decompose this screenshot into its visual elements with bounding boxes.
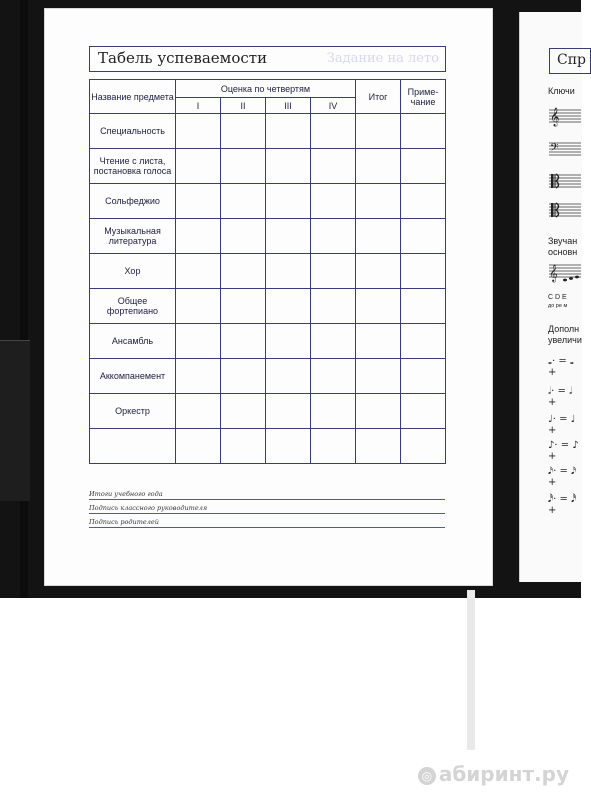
teacher-signature-line[interactable] xyxy=(89,501,445,514)
labyrinth-logo-icon: ◎ xyxy=(418,767,436,785)
grade-cell[interactable] xyxy=(266,394,311,429)
note-letters: C D E xyxy=(548,294,567,301)
subject-name: Оркестр xyxy=(90,394,176,429)
grade-cell[interactable] xyxy=(266,324,311,359)
table-row xyxy=(90,359,446,394)
grade-cell[interactable] xyxy=(176,219,221,254)
grade-cell[interactable] xyxy=(311,219,356,254)
grade-cell[interactable] xyxy=(221,184,266,219)
grade-cell[interactable] xyxy=(311,394,356,429)
lower-white-sheet xyxy=(0,598,467,748)
svg-text:𝄞: 𝄞 xyxy=(549,264,558,282)
grade-cell[interactable] xyxy=(266,184,311,219)
right-page-title: Спр xyxy=(557,52,587,68)
title-box xyxy=(89,46,446,72)
total-cell[interactable] xyxy=(356,219,401,254)
total-cell[interactable] xyxy=(356,324,401,359)
note-cell[interactable] xyxy=(401,289,446,324)
table-row xyxy=(90,394,446,429)
subject-name: Ансамбль xyxy=(90,324,176,359)
grade-cell[interactable] xyxy=(311,359,356,394)
grade-cell[interactable] xyxy=(266,289,311,324)
grade-cell[interactable] xyxy=(311,254,356,289)
right-title-box xyxy=(549,48,591,74)
quarter-2: II xyxy=(221,98,266,114)
duration-row: 𝅘𝅥𝅯· = 𝅘𝅥𝅯 + xyxy=(548,466,577,488)
ghost-show-through-text: Задание на лето xyxy=(326,51,439,66)
grade-cell[interactable] xyxy=(311,289,356,324)
total-cell[interactable] xyxy=(356,289,401,324)
extra-line-2: увеличи xyxy=(548,335,582,345)
grade-cell[interactable] xyxy=(311,324,356,359)
note-cell[interactable] xyxy=(401,359,446,394)
note-cell[interactable] xyxy=(401,324,446,359)
table-row xyxy=(90,149,446,184)
total-header: Итог xyxy=(356,80,401,114)
grade-cell[interactable] xyxy=(311,149,356,184)
parents-signature-label: Подпись родителей xyxy=(89,518,159,526)
grade-cell[interactable] xyxy=(176,394,221,429)
grade-cell[interactable] xyxy=(176,324,221,359)
treble-clef-icon xyxy=(549,107,581,126)
grade-cell[interactable] xyxy=(311,184,356,219)
grade-cell[interactable] xyxy=(311,429,356,464)
note-cell[interactable] xyxy=(401,114,446,149)
svg-text:𝄢: 𝄢 xyxy=(550,142,559,157)
note-cell[interactable] xyxy=(401,184,446,219)
quarter-1: I xyxy=(176,98,221,114)
bass-clef-icon xyxy=(549,141,581,155)
watermark-text: абиринт.ру xyxy=(438,762,569,786)
subject-name xyxy=(90,429,176,464)
scale-staff-icon xyxy=(549,262,581,282)
table-row xyxy=(90,324,446,359)
grade-cell[interactable] xyxy=(221,254,266,289)
book-cover-spine xyxy=(20,0,28,598)
subject-name: Хор xyxy=(90,254,176,289)
sound-line-2: основн xyxy=(548,247,578,257)
grade-cell[interactable] xyxy=(176,114,221,149)
grade-cell[interactable] xyxy=(221,114,266,149)
grade-cell[interactable] xyxy=(266,114,311,149)
svg-text:𝄞: 𝄞 xyxy=(550,107,560,126)
table-row xyxy=(90,184,446,219)
grade-cell[interactable] xyxy=(176,184,221,219)
subject-name: Чтение с листа, постановка голоса xyxy=(90,149,176,184)
note-cell[interactable] xyxy=(401,429,446,464)
table-row xyxy=(90,114,446,149)
total-cell[interactable] xyxy=(356,184,401,219)
grades-table xyxy=(89,79,446,464)
grade-cell[interactable] xyxy=(221,394,266,429)
grade-cell[interactable] xyxy=(176,149,221,184)
grade-cell[interactable] xyxy=(221,219,266,254)
grade-cell[interactable] xyxy=(176,359,221,394)
total-cell[interactable] xyxy=(356,114,401,149)
note-cell[interactable] xyxy=(401,219,446,254)
duration-row: ♪· = ♪ + xyxy=(548,440,579,462)
parents-signature-line[interactable] xyxy=(89,515,445,528)
duration-row: 𝅝· = 𝅝 + xyxy=(548,356,574,378)
table-row xyxy=(90,219,446,254)
quarter-4: IV xyxy=(311,98,356,114)
grade-cell[interactable] xyxy=(221,359,266,394)
grade-cell[interactable] xyxy=(266,149,311,184)
teacher-signature-label: Подпись классного руководителя xyxy=(89,504,208,512)
grade-cell[interactable] xyxy=(221,324,266,359)
table-row xyxy=(90,289,446,324)
subject-header: Название предмета xyxy=(90,80,176,114)
grade-cell[interactable] xyxy=(266,219,311,254)
quarter-3: III xyxy=(266,98,311,114)
book-cover-edge xyxy=(0,340,30,501)
duration-row: 𝅘𝅥𝅰· = 𝅘𝅥𝅰 + xyxy=(548,494,577,516)
subject-name: Общее фортепиано xyxy=(90,289,176,324)
grade-cell[interactable] xyxy=(221,149,266,184)
total-cell[interactable] xyxy=(356,254,401,289)
grade-cell[interactable] xyxy=(266,359,311,394)
year-results-label: Итоги учебного года xyxy=(89,490,163,498)
watermark xyxy=(418,762,569,786)
year-results-line[interactable] xyxy=(89,487,445,500)
total-cell[interactable] xyxy=(356,359,401,394)
extra-line-1: Дополн xyxy=(548,324,580,334)
grade-cell[interactable] xyxy=(266,254,311,289)
note-header: Приме-чание xyxy=(401,80,446,114)
subject-name: Сольфеджио xyxy=(90,184,176,219)
keys-label: Ключи xyxy=(548,86,575,96)
note-syllables: до ре м xyxy=(548,303,568,309)
grade-cell[interactable] xyxy=(311,114,356,149)
tenor-clef-icon xyxy=(549,202,581,216)
page-title: Табель успеваемости xyxy=(98,49,268,67)
note-cell[interactable] xyxy=(401,254,446,289)
grade-cell[interactable] xyxy=(176,429,221,464)
grade-cell[interactable] xyxy=(221,289,266,324)
grade-cell[interactable] xyxy=(176,289,221,324)
table-row xyxy=(90,429,446,464)
quarter-header: Оценка по четвертям xyxy=(176,80,356,98)
duration-row: ♩· = ♩ + xyxy=(548,414,576,436)
total-cell[interactable] xyxy=(356,394,401,429)
grade-cell[interactable] xyxy=(221,429,266,464)
subject-name: Специальность xyxy=(90,114,176,149)
duration-row: 𝅗𝅥· = 𝅗𝅥 + xyxy=(548,386,573,408)
subject-name: Аккомпанемент xyxy=(90,359,176,394)
alto-clef-icon xyxy=(549,173,581,187)
note-cell[interactable] xyxy=(401,149,446,184)
lower-sheet-shadow xyxy=(467,590,475,750)
note-cell[interactable] xyxy=(401,394,446,429)
table-row xyxy=(90,254,446,289)
sound-line-1: Звучан xyxy=(548,236,578,246)
total-cell[interactable] xyxy=(356,149,401,184)
total-cell[interactable] xyxy=(356,429,401,464)
grade-cell[interactable] xyxy=(266,429,311,464)
subject-name: Музыкальная литература xyxy=(90,219,176,254)
grade-cell[interactable] xyxy=(176,254,221,289)
